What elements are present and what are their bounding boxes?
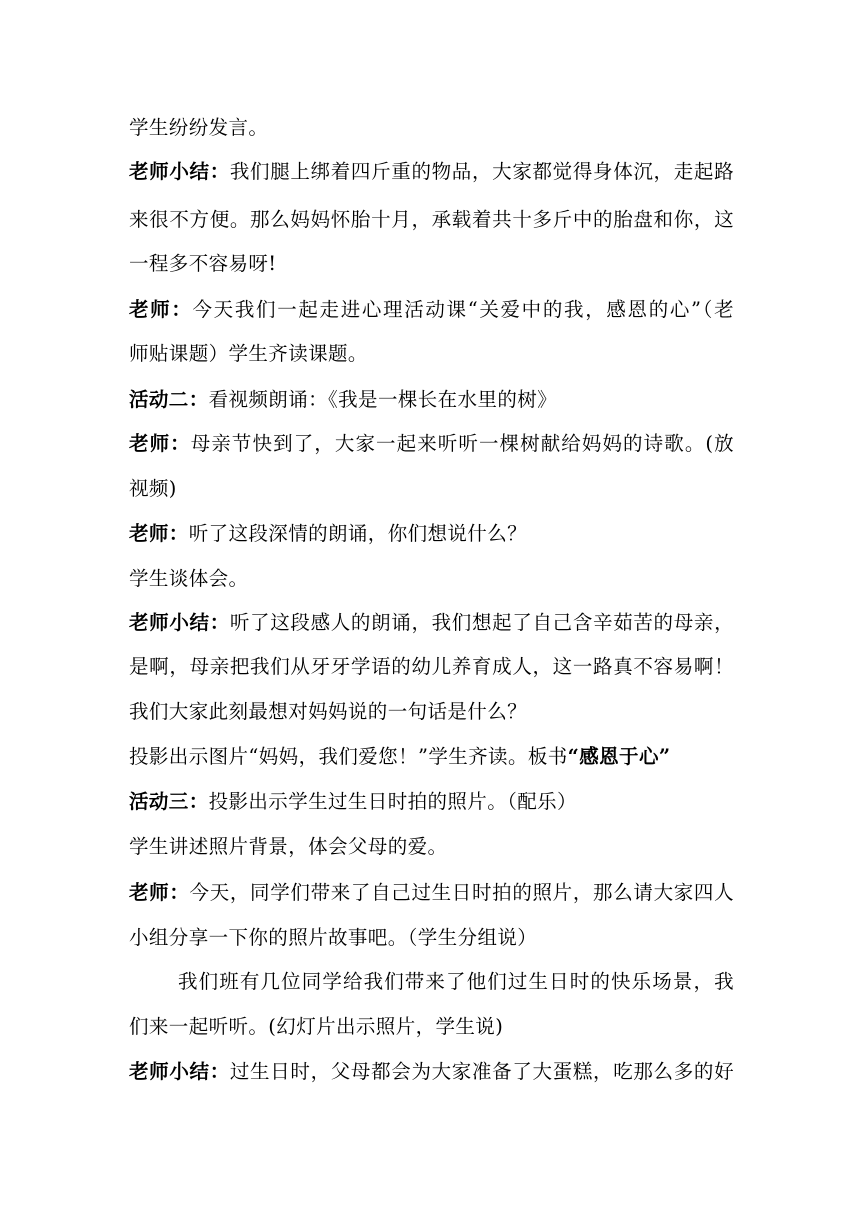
text: 师贴课题）学生齐读课题。	[129, 342, 368, 365]
text: 看视频朗诵：《我是一棵长在水里的树》	[208, 388, 558, 411]
paragraph-student-feelings	[129, 565, 734, 593]
paragraph-activity-three	[129, 788, 734, 816]
speaker-label: 老师：	[129, 522, 189, 545]
paragraph-projection-board	[129, 743, 734, 771]
paragraph-teacher-mothers-day-line-2	[129, 475, 734, 503]
speaker-label: 老师小结：	[129, 1060, 230, 1083]
paragraph-teacher-summary-2-line-1	[129, 609, 734, 637]
text: 一程多不容易呀!	[129, 252, 277, 275]
board-title: “感恩于心”	[567, 745, 671, 768]
paragraph-class-birthday-line-2	[129, 1013, 734, 1041]
paragraph-teacher-question	[129, 520, 734, 548]
paragraph-student-speak	[129, 114, 734, 142]
paragraph-teacher-summary-3-line-1	[129, 1058, 734, 1086]
speaker-label: 老师：	[129, 432, 191, 455]
paragraph-student-photos	[129, 833, 734, 861]
paragraph-teacher-intro-line-2	[129, 340, 734, 368]
paragraph-teacher-mothers-day-line-1	[129, 430, 734, 458]
text: 们来一起听听。(幻灯片出示照片，学生说)	[129, 1015, 504, 1038]
activity-label: 活动三：	[129, 790, 209, 813]
text: 我们班有几位同学给我们带来了他们过生日时的快乐场景，我	[178, 970, 734, 993]
text: 投影出示图片“妈妈，我们爱您！”学生齐读。板书	[129, 745, 568, 768]
text: 听了这段感人的朗诵，我们想起了自己含辛茹苦的母亲，	[229, 611, 734, 634]
speaker-label: 老师小结：	[129, 611, 230, 634]
speaker-label: 老师：	[129, 298, 193, 321]
text: 学生谈体会。	[129, 567, 249, 590]
paragraph-teacher-summary-1-line-3	[129, 250, 734, 278]
paragraph-teacher-summary-1-line-1	[129, 158, 734, 186]
speaker-label: 老师小结：	[129, 160, 230, 183]
text: 投影出示学生过生日时拍的照片。（配乐）	[208, 790, 577, 813]
paragraph-teacher-photos-line-2	[129, 924, 734, 952]
text: 今天我们一起走进心理活动课“关爱中的我，感恩的心”（老	[192, 298, 734, 321]
paragraph-teacher-summary-2-line-2	[129, 653, 734, 681]
text: 视频)	[129, 477, 177, 500]
paragraph-teacher-summary-2-line-3	[129, 698, 734, 726]
speaker-label: 老师：	[129, 881, 190, 904]
paragraph-teacher-photos-line-1	[129, 879, 734, 907]
activity-label: 活动二：	[129, 388, 209, 411]
paragraph-teacher-summary-1-line-2	[129, 206, 734, 234]
text: 是啊，母亲把我们从牙牙学语的幼儿养育成人，这一路真不容易啊！	[129, 655, 734, 678]
text: 学生纷纷发言。	[129, 116, 269, 139]
paragraph-activity-two	[129, 386, 734, 414]
text: 我们腿上绑着四斤重的物品，大家都觉得身体沉，走起路	[229, 160, 734, 183]
text: 小组分享一下你的照片故事吧。（学生分组说）	[129, 926, 538, 949]
text: 我们大家此刻最想对妈妈说的一句话是什么？	[129, 700, 528, 723]
paragraph-class-birthday-line-1	[178, 968, 734, 996]
paragraph-teacher-intro-line-1	[129, 296, 734, 324]
text: 过生日时，父母都会为大家准备了大蛋糕，吃那么多的好	[229, 1060, 734, 1083]
text: 母亲节快到了，大家一起来听听一棵树献给妈妈的诗歌。(放	[190, 432, 734, 455]
text: 听了这段深情的朗诵，你们想说什么？	[188, 522, 528, 545]
text: 学生讲述照片背景，体会父母的爱。	[129, 835, 448, 858]
text: 来很不方便。那么妈妈怀胎十月，承载着共十多斤中的胎盘和你，这	[129, 208, 734, 231]
text: 今天，同学们带来了自己过生日时拍的照片，那么请大家四人	[189, 881, 734, 904]
